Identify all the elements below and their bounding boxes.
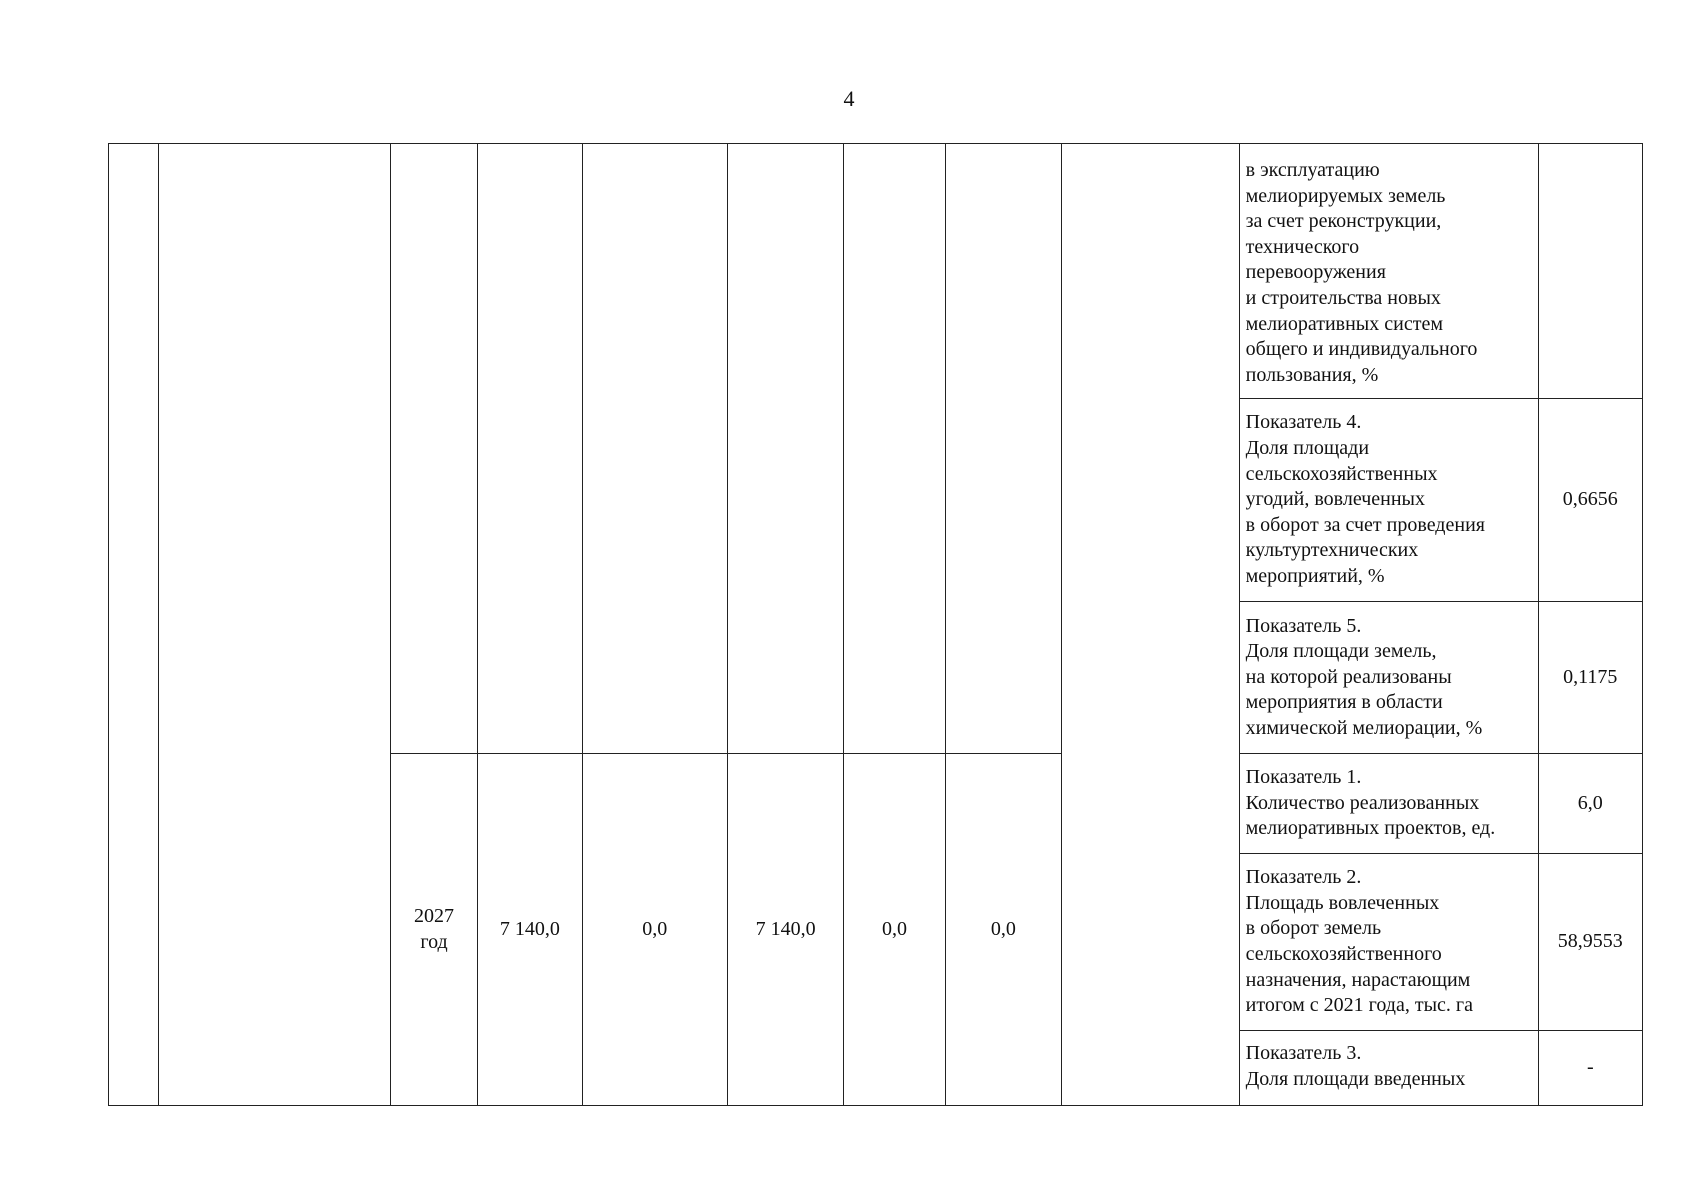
indicator-value: 0,6656	[1538, 399, 1642, 602]
total-cell-prev	[478, 144, 582, 754]
total-cell: 7 140,0	[478, 754, 582, 1106]
federal-cell: 0,0	[582, 754, 727, 1106]
local-cell: 0,0	[844, 754, 945, 1106]
page-number: 4	[843, 86, 855, 111]
number-cell	[109, 144, 159, 1106]
indicator-text: Показатель 2. Площадь вовлеченных в оборот земель сельскохозяйственного назначения, нарастающим итогом с 2021 года, тыс. га	[1239, 854, 1538, 1031]
other-cell-prev	[945, 144, 1061, 754]
local-cell-prev	[844, 144, 945, 754]
regional-cell: 7 140,0	[727, 754, 843, 1106]
federal-cell-prev	[582, 144, 727, 754]
indicator-value: 0,1175	[1538, 602, 1642, 754]
year-cell-prev	[390, 144, 477, 754]
indicator-value: -	[1538, 1031, 1642, 1106]
indicator-value	[1538, 144, 1642, 399]
year-cell: 2027 год	[390, 754, 477, 1106]
indicator-text: в эксплуатацию мелиорируемых земель за счет реконструкции, технического перевооружения и строительства новых мелиоративных систем общего и индивидуального пользования, %	[1239, 144, 1538, 399]
indicator-text: Показатель 3. Доля площади введенных	[1239, 1031, 1538, 1106]
event-name-cell	[159, 144, 391, 1106]
table-row	[109, 144, 1643, 399]
indicator-text: Показатель 1. Количество реализованных мелиоративных проектов, ед.	[1239, 754, 1538, 854]
executor-cell	[1062, 144, 1240, 1106]
indicator-text: Показатель 4. Доля площади сельскохозяйственных угодий, вовлеченных в оборот за счет проведения культуртехнических мероприятий, %	[1239, 399, 1538, 602]
indicator-value: 6,0	[1538, 754, 1642, 854]
indicator-text: Показатель 5. Доля площади земель, на которой реализованы мероприятия в области химической мелиорации, %	[1239, 602, 1538, 754]
other-cell: 0,0	[945, 754, 1061, 1106]
regional-cell-prev	[727, 144, 843, 754]
program-table	[108, 143, 1643, 1106]
indicator-value: 58,9553	[1538, 854, 1642, 1031]
